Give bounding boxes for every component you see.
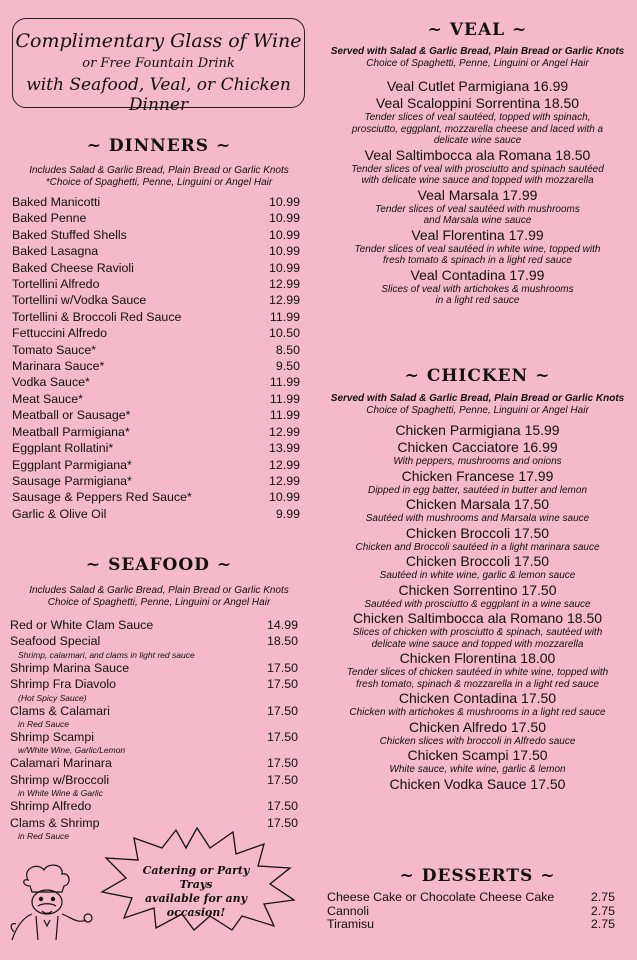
menu-item bbox=[318, 776, 637, 793]
menu-item-name: Seafood Special bbox=[10, 634, 101, 649]
veal-intro-1: Served with Salad & Garlic Bread, Plain Bread or Garlic Knots bbox=[330, 46, 625, 57]
menu-item bbox=[318, 439, 637, 468]
menu-item-description: Chicken with artichokes & mushrooms in a light red sauce bbox=[349, 707, 606, 718]
menu-item-description: Slices of chicken with prosciutto & spinach, sautéed with bbox=[352, 627, 603, 638]
menu-item-price: 17.50 bbox=[266, 799, 298, 814]
chicken-title: CHICKEN bbox=[426, 366, 529, 386]
menu-item-name: Clams & Calamari bbox=[10, 703, 110, 718]
catering-line-1: Catering or Party Trays bbox=[142, 864, 250, 891]
menu-item-price: 17.50 bbox=[266, 660, 298, 675]
menu-item-price: 11.99 bbox=[269, 309, 300, 324]
menu-item-price: 10.99 bbox=[268, 260, 300, 275]
veal-intro bbox=[318, 46, 637, 70]
menu-item bbox=[10, 617, 298, 633]
menu-item-description: fresh tomato & spinach in a light red sauce bbox=[383, 255, 572, 266]
menu-item-name: Eggplant Parmigiana* bbox=[12, 457, 132, 472]
menu-item-name: Meatball Parmigiana* bbox=[12, 424, 130, 439]
menu-item-description: in Red Sauce bbox=[18, 831, 70, 842]
menu-item-price: 12.99 bbox=[268, 293, 300, 308]
seafood-intro-1: Includes Salad & Garlic Bread, Plain Bread or Garlic Knots bbox=[29, 585, 289, 596]
menu-item bbox=[327, 905, 615, 919]
menu-item-name-price: Chicken Alfredo 17.50 bbox=[409, 718, 546, 735]
menu-item-name-price: Veal Contadina 17.99 bbox=[410, 266, 545, 283]
menu-item-description: (Hot Spicy Sauce) bbox=[18, 692, 87, 703]
menu-item-price: 10.50 bbox=[268, 326, 300, 341]
veal-title: VEAL bbox=[449, 20, 506, 40]
menu-item-description: prosciutto, eggplant, mozzarella cheese and laced with a bbox=[351, 123, 604, 135]
menu-item-description: in White Wine & Garlic bbox=[18, 788, 103, 799]
veal-heading: ~ VEAL ~ bbox=[427, 20, 528, 40]
menu-item-name: Shrimp Fra Diavolo bbox=[10, 677, 117, 692]
menu-item bbox=[12, 276, 300, 292]
menu-item bbox=[10, 633, 298, 649]
menu-item-name: Sausage Parmigiana* bbox=[12, 473, 132, 488]
menu-item-price: 14.99 bbox=[266, 618, 298, 632]
menu-item-name: Tiramisu bbox=[327, 917, 375, 932]
menu-item-description: and Marsala wine sauce bbox=[423, 215, 532, 226]
chicken-intro-2: Choice of Spaghetti, Penne, Linguini or Angel Hair bbox=[366, 405, 589, 416]
seafood-heading: ~ SEAFOOD ~ bbox=[85, 555, 233, 575]
menu-item-name-price: Veal Saltimbocca ala Romana 18.50 bbox=[364, 146, 591, 163]
dinners-title: DINNERS bbox=[108, 136, 210, 156]
menu-item bbox=[12, 424, 300, 440]
menu-item bbox=[10, 798, 298, 814]
menu-item-name: Garlic & Olive Oil bbox=[12, 506, 107, 521]
menu-item-price: 2.75 bbox=[590, 903, 615, 918]
menu-item-description: Sautéed with mushrooms and Marsala wine sauce bbox=[365, 513, 590, 524]
menu-item-name-price: Veal Marsala 17.99 bbox=[417, 186, 538, 203]
menu-item bbox=[318, 78, 637, 95]
menu-item bbox=[10, 729, 298, 745]
menu-item-price: 17.50 bbox=[266, 815, 298, 830]
menu-item bbox=[318, 422, 637, 439]
menu-item-name: Fettuccini Alfredo bbox=[12, 326, 108, 341]
menu-item bbox=[318, 95, 637, 147]
menu-item-description: w/White Wine, Garlic/Lemon bbox=[18, 745, 126, 756]
desserts-list bbox=[327, 891, 615, 932]
promo-line-2: or Free Fountain Drink bbox=[82, 56, 235, 71]
menu-item bbox=[318, 610, 637, 650]
menu-item-description: Sautéed with prosciutto & eggplant in a wine sauce bbox=[364, 598, 591, 610]
menu-item-name: Cannoli bbox=[327, 903, 370, 918]
menu-item-description: delicate wine sauce bbox=[433, 135, 522, 146]
menu-item bbox=[318, 650, 637, 690]
menu-item bbox=[10, 660, 298, 676]
menu-item-name: Shrimp w/Broccoli bbox=[10, 772, 110, 787]
menu-item bbox=[12, 358, 300, 374]
menu-item-price: 12.99 bbox=[268, 473, 300, 488]
menu-item-name: Clams & Shrimp bbox=[10, 815, 100, 830]
chicken-heading: ~ CHICKEN ~ bbox=[404, 366, 551, 386]
promo-line-3: with Seafood, Veal, or Chicken Dinner bbox=[26, 75, 291, 115]
menu-item-description: Dipped in egg batter, sautéed in butter and lemon bbox=[367, 484, 588, 496]
menu-item-price: 8.50 bbox=[275, 342, 300, 357]
desserts-title: DESSERTS bbox=[421, 866, 534, 886]
menu-item bbox=[318, 468, 637, 497]
menu-item-name-price: Chicken Scampi 17.50 bbox=[407, 747, 548, 763]
menu-item-description: Tender slices of chicken sautéed in white wine, topped with bbox=[346, 667, 609, 678]
menu-item-name: Shrimp Alfredo bbox=[10, 799, 92, 814]
menu-item-name-price: Chicken Saltimbocca ala Romano 18.50 bbox=[352, 610, 603, 626]
seafood-list bbox=[10, 617, 298, 841]
menu-item-name: Tortellini Alfredo bbox=[12, 277, 100, 292]
menu-item bbox=[10, 772, 298, 788]
menu-item bbox=[12, 243, 300, 259]
menu-item-name: Baked Manicotti bbox=[12, 195, 101, 209]
menu-item-name: Baked Cheese Ravioli bbox=[12, 260, 134, 275]
menu-item bbox=[12, 473, 300, 489]
menu-item-description: delicate wine sauce and topped with mozzarella bbox=[371, 638, 584, 650]
menu-item-price: 2.75 bbox=[590, 917, 615, 932]
menu-item-name: Baked Lasagna bbox=[12, 244, 99, 259]
menu-item bbox=[318, 227, 637, 267]
menu-item-price: 12.99 bbox=[268, 424, 300, 439]
menu-item-price: 13.99 bbox=[268, 441, 300, 456]
menu-item-price: 10.99 bbox=[268, 490, 300, 505]
menu-item-description: Chicken slices with broccoli in Alfredo sauce bbox=[379, 735, 576, 747]
menu-item-name-price: Chicken Francese 17.99 bbox=[401, 467, 554, 484]
menu-item bbox=[318, 719, 637, 748]
menu-item-name: Cheese Cake or Chocolate Cheese Cake bbox=[327, 890, 555, 904]
menu-item bbox=[10, 703, 298, 719]
menu-item-price: 11.99 bbox=[269, 408, 300, 423]
catering-line-2: available for any bbox=[144, 892, 248, 905]
menu-item-price: 12.99 bbox=[268, 457, 300, 472]
menu-item-name-price: Chicken Cacciatore 16.99 bbox=[397, 439, 558, 455]
menu-item-price: 17.50 bbox=[266, 730, 298, 745]
menu-item-name-price: Veal Florentina 17.99 bbox=[411, 226, 544, 243]
menu-item bbox=[318, 267, 637, 307]
menu-item-price: 10.99 bbox=[268, 244, 300, 259]
menu-item bbox=[318, 496, 637, 525]
menu-item bbox=[10, 676, 298, 692]
menu-item-description: Chicken and Broccoli sautéed in a light marinara sauce bbox=[355, 541, 600, 553]
menu-item-description: with delicate wine sauce and topped with mozzarella bbox=[361, 175, 594, 186]
menu-item bbox=[12, 374, 300, 390]
menu-item-description: in Red Sauce bbox=[18, 719, 70, 730]
seafood-title: SEAFOOD bbox=[108, 555, 210, 575]
menu-item-description: Tender slices of veal sautéed, topped with spinach, bbox=[364, 112, 591, 123]
menu-item bbox=[10, 755, 298, 771]
promo-line-1: Complimentary Glass of Wine bbox=[15, 30, 302, 52]
menu-item-name: Baked Penne bbox=[12, 211, 87, 226]
menu-item-description: Tender slices of veal with prosciutto and spinach sautéed bbox=[351, 163, 604, 175]
menu-item bbox=[12, 194, 300, 210]
menu-item-name-price: Chicken Vodka Sauce 17.50 bbox=[389, 775, 566, 792]
menu-item-price: 9.50 bbox=[275, 359, 300, 374]
menu-item-name: Baked Stuffed Shells bbox=[12, 227, 127, 242]
menu-item bbox=[318, 147, 637, 187]
menu-item bbox=[12, 309, 300, 325]
menu-item-name: Sausage & Peppers Red Sauce* bbox=[12, 490, 192, 505]
chef-illustration-icon bbox=[8, 862, 96, 942]
menu-item-description: Tender slices of veal sautéed in white wine, topped with bbox=[354, 243, 601, 255]
catering-line-3: occasion! bbox=[166, 906, 226, 919]
menu-item-price: 18.50 bbox=[266, 634, 298, 649]
menu-item bbox=[12, 260, 300, 276]
menu-item-description: in a light red sauce bbox=[435, 295, 520, 306]
menu-item-name-price: Chicken Sorrentino 17.50 bbox=[398, 581, 557, 598]
menu-item bbox=[12, 227, 300, 243]
menu-item-name: Tortellini w/Vodka Sauce bbox=[12, 293, 147, 308]
menu-item bbox=[12, 407, 300, 423]
menu-item bbox=[318, 553, 637, 582]
menu-item-price: 10.99 bbox=[268, 211, 300, 226]
dinners-intro-1: Includes Salad & Garlic Bread, Plain Bread or Garlic Knots bbox=[29, 165, 289, 176]
menu-item-price: 17.50 bbox=[266, 703, 298, 718]
menu-item-description: Slices of veal with artichokes & mushrooms bbox=[381, 283, 574, 295]
wine-promo-box bbox=[12, 18, 305, 115]
menu-item-price: 17.50 bbox=[266, 756, 298, 771]
menu-item bbox=[327, 891, 615, 905]
veal-intro-2: Choice of Spaghetti, Penne, Linguini or Angel Hair bbox=[366, 58, 589, 69]
menu-item bbox=[12, 506, 300, 522]
menu-item-name-price: Chicken Parmigiana 15.99 bbox=[395, 422, 560, 438]
menu-item bbox=[12, 391, 300, 407]
menu-item-name: Eggplant Rollatini* bbox=[12, 441, 114, 456]
chicken-intro-1: Served with Salad & Garlic Bread, Plain Bread or Garlic Knots bbox=[330, 393, 625, 404]
menu-item bbox=[12, 325, 300, 341]
menu-item-name-price: Chicken Broccoli 17.50 bbox=[405, 553, 550, 569]
seafood-intro-2: Choice of Spaghetti, Penne, Linguini or Angel Hair bbox=[47, 597, 271, 608]
menu-item-name: Vodka Sauce* bbox=[12, 375, 90, 390]
menu-item bbox=[327, 918, 615, 932]
menu-item-price: 2.75 bbox=[590, 890, 615, 904]
menu-item-name-price: Chicken Florentina 18.00 bbox=[399, 650, 556, 666]
menu-item-price: 10.99 bbox=[268, 227, 300, 242]
menu-item-price: 12.99 bbox=[268, 277, 300, 292]
menu-item-name-price: Chicken Marsala 17.50 bbox=[405, 496, 550, 512]
dinners-list bbox=[12, 194, 300, 522]
menu-item-name: Marinara Sauce* bbox=[12, 359, 105, 374]
menu-item bbox=[318, 582, 637, 611]
menu-item-name: Red or White Clam Sauce bbox=[10, 618, 154, 632]
menu-item-price: 9.99 bbox=[275, 506, 300, 521]
dinners-intro bbox=[0, 165, 318, 189]
veal-list bbox=[318, 78, 637, 307]
menu-item-description: Sautéed in white wine, garlic & lemon sauce bbox=[379, 570, 576, 581]
menu-item bbox=[12, 457, 300, 473]
menu-item-name: Meatball or Sausage* bbox=[12, 408, 131, 423]
menu-item-description: With peppers, mushrooms and onions bbox=[393, 456, 562, 467]
catering-note bbox=[130, 864, 262, 920]
dinners-intro-2: *Choice of Spaghetti, Penne, Linguini or Angel Hair bbox=[45, 177, 273, 188]
menu-item-description: White sauce, white wine, garlic & lemon bbox=[389, 764, 566, 775]
menu-item-name-price: Chicken Contadina 17.50 bbox=[398, 690, 557, 706]
menu-item-name: Shrimp Scampi bbox=[10, 730, 95, 745]
chicken-list bbox=[318, 422, 637, 793]
menu-item bbox=[318, 525, 637, 554]
menu-item-description: fresh tomato, spinach & mozzarella in a light red sauce bbox=[356, 678, 599, 690]
menu-item bbox=[12, 489, 300, 505]
seafood-intro bbox=[0, 585, 318, 609]
menu-item-price: 11.99 bbox=[269, 391, 300, 406]
menu-item-name: Shrimp Marina Sauce bbox=[10, 660, 130, 675]
menu-item bbox=[12, 292, 300, 308]
menu-item-name: Tomato Sauce* bbox=[12, 342, 97, 357]
menu-item-price: 10.99 bbox=[268, 195, 300, 209]
menu-item bbox=[318, 187, 637, 227]
menu-item bbox=[318, 747, 637, 776]
menu-item-name: Meat Sauce* bbox=[12, 391, 83, 406]
menu-item-name: Calamari Marinara bbox=[10, 756, 112, 771]
menu-item bbox=[12, 342, 300, 358]
chicken-intro bbox=[318, 393, 637, 417]
menu-item-price: 17.50 bbox=[266, 677, 298, 692]
menu-item-price: 11.99 bbox=[269, 375, 300, 390]
dinners-heading: ~ DINNERS ~ bbox=[86, 136, 232, 156]
menu-item bbox=[12, 440, 300, 456]
menu-item-price: 17.50 bbox=[266, 772, 298, 787]
menu-item-name-price: Veal Cutlet Parmigiana 16.99 bbox=[386, 78, 569, 94]
menu-item bbox=[318, 690, 637, 719]
desserts-heading: ~ DESSERTS ~ bbox=[399, 866, 556, 886]
menu-item-description: Shrimp, calarmari, and clams in light red sauce bbox=[18, 649, 195, 660]
menu-item-description: Tender slices of veal sautéed with mushrooms bbox=[375, 203, 580, 215]
menu-item-name-price: Veal Scaloppini Sorrentina 18.50 bbox=[375, 95, 580, 111]
menu-item-name: Tortellini & Broccoli Red Sauce bbox=[12, 309, 182, 324]
menu-item bbox=[12, 210, 300, 226]
menu-item-name-price: Chicken Broccoli 17.50 bbox=[405, 524, 550, 541]
